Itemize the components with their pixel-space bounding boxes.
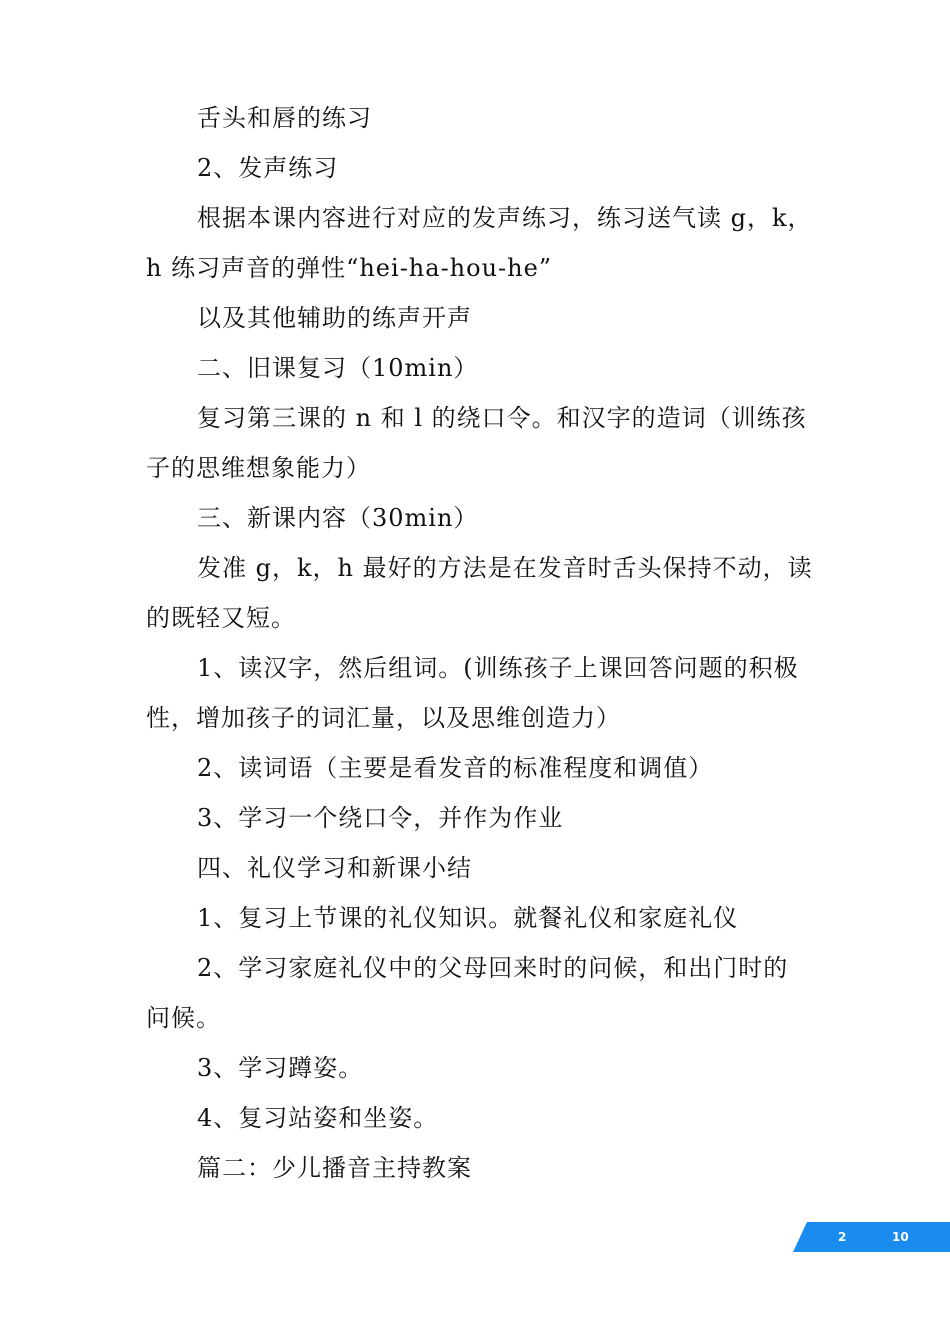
current-page-number: 2 [838,1230,847,1244]
text-line-part-two-title: 篇二：少儿播音主持教案 [197,1154,472,1182]
text-line-new-lesson-desc-1: 发准 g，k，h 最好的方法是在发音时舌头保持不动，读 [197,554,813,582]
text-line-family-etiquette-1: 2、学习家庭礼仪中的父母回来时的问候，和出门时的 [197,954,789,982]
text-line-stand-sit-posture: 4、复习站姿和坐姿。 [197,1104,439,1132]
text-line-etiquette-review: 1、复习上节课的礼仪知识。就餐礼仪和家庭礼仪 [197,904,739,932]
text-line-read-characters-1: 1、读汉字，然后组词。(训练孩子上课回答问题的积极 [197,654,799,682]
section-heading-review: 二、旧课复习（10min） [197,354,479,382]
text-line-family-etiquette-2: 问候。 [146,1004,221,1032]
text-line-tongue-lip-practice: 舌头和唇的练习 [197,104,372,132]
text-line-voice-practice-heading: 2、发声练习 [197,154,339,182]
text-line-review-desc-2: 子的思维想象能力） [146,454,371,482]
text-line-auxiliary-practice: 以及其他辅助的练声开声 [197,304,472,332]
text-line-review-desc-1: 复习第三课的 n 和 l 的绕口令。和汉字的造词（训练孩 [197,404,807,432]
page-indicator [793,1222,950,1252]
text-line-voice-practice-desc-2: h 练习声音的弹性“hei-ha-hou-he” [146,254,553,282]
section-heading-new-lesson: 三、新课内容（30min） [197,504,479,532]
text-line-read-characters-2: 性，增加孩子的词汇量，以及思维创造力） [146,704,621,732]
section-heading-etiquette: 四、礼仪学习和新课小结 [197,854,472,882]
text-line-read-words: 2、读词语（主要是看发音的标准程度和调值） [197,754,714,782]
text-line-voice-practice-desc-1: 根据本课内容进行对应的发声练习，练习送气读 g，k， [197,204,813,232]
page-indicator-background [793,1222,950,1252]
text-line-new-lesson-desc-2: 的既轻又短。 [146,604,296,632]
text-line-squat-posture: 3、学习蹲姿。 [197,1054,364,1082]
text-line-tongue-twister-homework: 3、学习一个绕口令，并作为作业 [197,804,564,832]
total-pages-number: 10 [892,1230,909,1244]
